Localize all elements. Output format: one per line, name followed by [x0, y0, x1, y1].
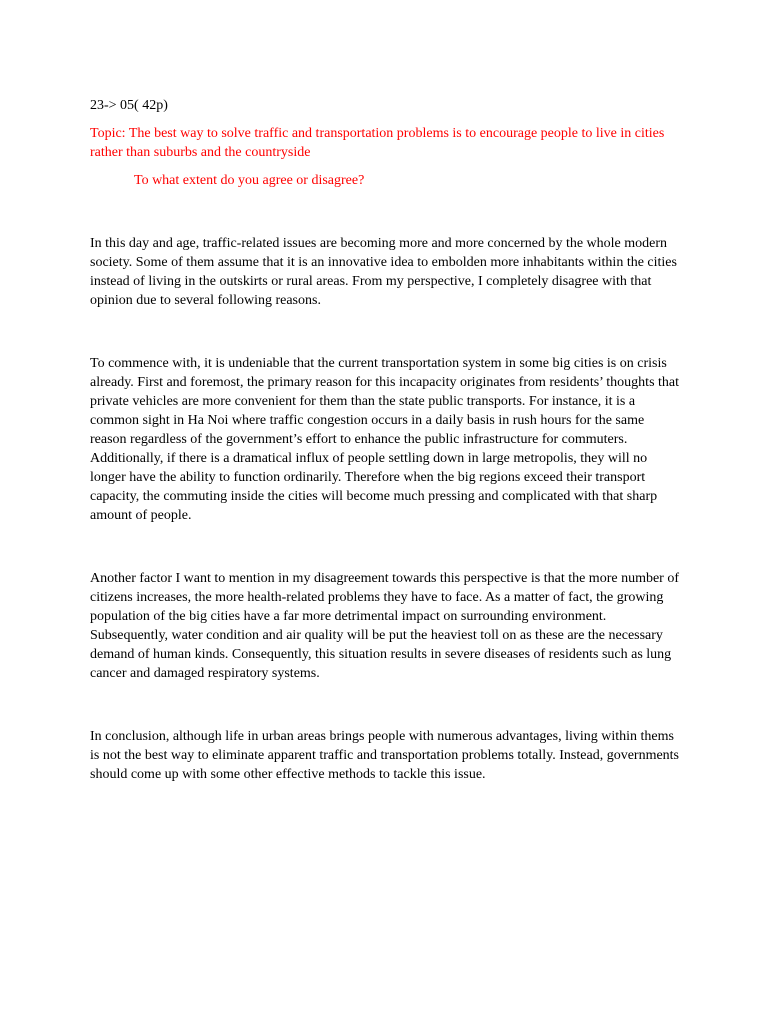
essay-question: To what extent do you agree or disagree? — [134, 173, 365, 188]
document-header: 23-> 05( 42p) — [90, 98, 168, 113]
body-paragraph-1: To commence with, it is undeniable that the current transportation system in some big cities is on crisis already. First and foremost, the primary reason for this incapacity originates from residents’ thoughts that private vehicles are more convenient for them than the state public transports. For instance, it is a common sight in Ha Noi where traffic congestion occurs in a daily basis in rush hours for the same reason regardless of the government’s effort to enhance the public infrastructure for commuters. Additionally, if there is a dramatical influx of people settling down in large metropolis, they will no longer have the ability to function ordinarily. Therefore when the big regions exceed their transport capacity, the commuting inside the cities will become much pressing and complicated with that sharp amount of people. — [90, 356, 680, 523]
conclusion-paragraph: In conclusion, although life in urban areas brings people with numerous advantages, living within thems is not the best way to eliminate apparent traffic and transportation problems totally. Instead, governments should come up with some other effective methods to tackle this issue. — [90, 729, 680, 782]
essay-topic: Topic: The best way to solve traffic and transportation problems is to encourage people to live in cities rather than suburbs and the countryside — [90, 126, 665, 160]
introduction-paragraph: In this day and age, traffic-related issues are becoming more and more concerned by the whole modern society. Some of them assume that it is an innovative idea to embolden more inhabitants within the cities instead of living in the outskirts or rural areas. From my perspective, I completely disagree with that opinion due to several following reasons. — [90, 236, 677, 308]
body-paragraph-2: Another factor I want to mention in my disagreement towards this perspective is that the more number of citizens increases, the more health-related problems they have to face. As a matter of fact, the growing population of the big cities have a far more detrimental impact on surrounding environment. Subsequently, water condition and air quality will be put the heaviest toll on as these are the necessary demand of human kinds. Consequently, this situation results in severe diseases of residents such as lung cancer and damaged respiratory systems. — [90, 571, 680, 681]
document-page — [90, 96, 680, 784]
